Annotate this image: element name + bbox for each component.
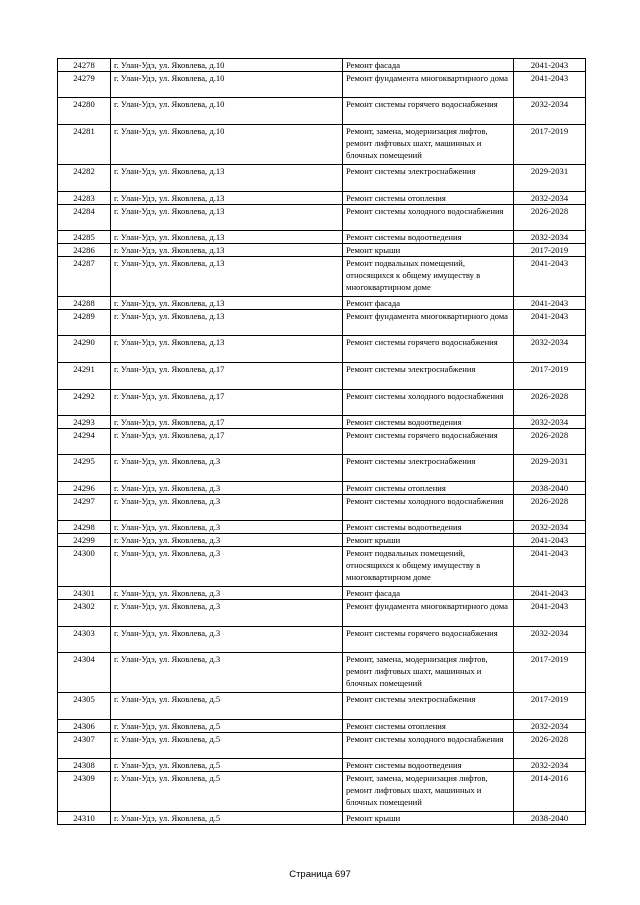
row-number-cell: 24310 [58, 812, 111, 825]
period-cell: 2032-2034 [514, 759, 586, 772]
table-row [58, 587, 586, 600]
address-cell: г. Улан-Удэ, ул. Яковлева, д.13 [111, 336, 343, 363]
row-number-cell: 24283 [58, 192, 111, 205]
work-type-cell: Ремонт системы холодного водоснабжения [343, 390, 514, 416]
row-number-cell: 24305 [58, 693, 111, 720]
period-cell: 2017-2019 [514, 244, 586, 257]
work-type-cell: Ремонт подвальных помещений, относящихся к общему имуществу в многоквартирном доме [343, 547, 514, 587]
table-row [58, 59, 586, 72]
work-type-cell: Ремонт системы электроснабжения [343, 693, 514, 720]
table-row [58, 429, 586, 455]
period-cell: 2038-2040 [514, 812, 586, 825]
period-cell: 2041-2043 [514, 587, 586, 600]
work-type-cell: Ремонт системы горячего водоснабжения [343, 627, 514, 653]
work-type-cell: Ремонт системы электроснабжения [343, 165, 514, 192]
table-row [58, 600, 586, 627]
table-row [58, 521, 586, 534]
table-row [58, 72, 586, 98]
row-number-cell: 24278 [58, 59, 111, 72]
work-type-cell: Ремонт системы водоотведения [343, 416, 514, 429]
row-number-cell: 24287 [58, 257, 111, 297]
address-cell: г. Улан-Удэ, ул. Яковлева, д.13 [111, 244, 343, 257]
table-row [58, 165, 586, 192]
row-number-cell: 24286 [58, 244, 111, 257]
row-number-cell: 24284 [58, 205, 111, 231]
row-number-cell: 24282 [58, 165, 111, 192]
row-number-cell: 24280 [58, 98, 111, 125]
table-row [58, 482, 586, 495]
table-row [58, 336, 586, 363]
work-type-cell: Ремонт системы горячего водоснабжения [343, 336, 514, 363]
period-cell: 2041-2043 [514, 72, 586, 98]
period-cell: 2026-2028 [514, 205, 586, 231]
work-type-cell: Ремонт системы водоотведения [343, 231, 514, 244]
address-cell: г. Улан-Удэ, ул. Яковлева, д.3 [111, 653, 343, 693]
row-number-cell: 24288 [58, 297, 111, 310]
period-cell: 2041-2043 [514, 297, 586, 310]
address-cell: г. Улан-Удэ, ул. Яковлева, д.5 [111, 759, 343, 772]
row-number-cell: 24281 [58, 125, 111, 165]
period-cell: 2029-2031 [514, 455, 586, 482]
works-table-body [58, 59, 586, 825]
table-row [58, 363, 586, 390]
address-cell: г. Улан-Удэ, ул. Яковлева, д.13 [111, 165, 343, 192]
period-cell: 2026-2028 [514, 390, 586, 416]
address-cell: г. Улан-Удэ, ул. Яковлева, д.5 [111, 812, 343, 825]
period-cell: 2026-2028 [514, 429, 586, 455]
address-cell: г. Улан-Удэ, ул. Яковлева, д.3 [111, 521, 343, 534]
address-cell: г. Улан-Удэ, ул. Яковлева, д.3 [111, 587, 343, 600]
work-type-cell: Ремонт системы отопления [343, 192, 514, 205]
row-number-cell: 24279 [58, 72, 111, 98]
period-cell: 2038-2040 [514, 482, 586, 495]
row-number-cell: 24297 [58, 495, 111, 521]
address-cell: г. Улан-Удэ, ул. Яковлева, д.3 [111, 547, 343, 587]
period-cell: 2017-2019 [514, 125, 586, 165]
row-number-cell: 24309 [58, 772, 111, 812]
work-type-cell: Ремонт системы холодного водоснабжения [343, 495, 514, 521]
work-type-cell: Ремонт, замена, модернизация лифтов, ремонт лифтовых шахт, машинных и блочных помещений [343, 125, 514, 165]
address-cell: г. Улан-Удэ, ул. Яковлева, д.17 [111, 429, 343, 455]
work-type-cell: Ремонт системы водоотведения [343, 521, 514, 534]
work-type-cell: Ремонт крыши [343, 812, 514, 825]
address-cell: г. Улан-Удэ, ул. Яковлева, д.3 [111, 495, 343, 521]
row-number-cell: 24293 [58, 416, 111, 429]
period-cell: 2032-2034 [514, 98, 586, 125]
address-cell: г. Улан-Удэ, ул. Яковлева, д.17 [111, 363, 343, 390]
address-cell: г. Улан-Удэ, ул. Яковлева, д.3 [111, 482, 343, 495]
work-type-cell: Ремонт крыши [343, 534, 514, 547]
address-cell: г. Улан-Удэ, ул. Яковлева, д.13 [111, 310, 343, 336]
address-cell: г. Улан-Удэ, ул. Яковлева, д.10 [111, 72, 343, 98]
work-type-cell: Ремонт системы отопления [343, 720, 514, 733]
row-number-cell: 24303 [58, 627, 111, 653]
table-row [58, 547, 586, 587]
address-cell: г. Улан-Удэ, ул. Яковлева, д.13 [111, 192, 343, 205]
table-row [58, 495, 586, 521]
address-cell: г. Улан-Удэ, ул. Яковлева, д.13 [111, 297, 343, 310]
row-number-cell: 24299 [58, 534, 111, 547]
work-type-cell: Ремонт, замена, модернизация лифтов, ремонт лифтовых шахт, машинных и блочных помещений [343, 653, 514, 693]
table-row [58, 205, 586, 231]
row-number-cell: 24296 [58, 482, 111, 495]
period-cell: 2026-2028 [514, 733, 586, 759]
row-number-cell: 24301 [58, 587, 111, 600]
row-number-cell: 24308 [58, 759, 111, 772]
table-row [58, 733, 586, 759]
work-type-cell: Ремонт подвальных помещений, относящихся к общему имуществу в многоквартирном доме [343, 257, 514, 297]
table-row [58, 812, 586, 825]
period-cell: 2017-2019 [514, 653, 586, 693]
row-number-cell: 24304 [58, 653, 111, 693]
work-type-cell: Ремонт фасада [343, 59, 514, 72]
table-row [58, 125, 586, 165]
row-number-cell: 24291 [58, 363, 111, 390]
table-row [58, 772, 586, 812]
table-row [58, 390, 586, 416]
period-cell: 2026-2028 [514, 495, 586, 521]
table-row [58, 297, 586, 310]
address-cell: г. Улан-Удэ, ул. Яковлева, д.5 [111, 733, 343, 759]
period-cell: 2041-2043 [514, 600, 586, 627]
table-row [58, 231, 586, 244]
table-row [58, 759, 586, 772]
period-cell: 2041-2043 [514, 310, 586, 336]
work-type-cell: Ремонт системы отопления [343, 482, 514, 495]
address-cell: г. Улан-Удэ, ул. Яковлева, д.5 [111, 772, 343, 812]
address-cell: г. Улан-Удэ, ул. Яковлева, д.5 [111, 693, 343, 720]
work-type-cell: Ремонт системы горячего водоснабжения [343, 98, 514, 125]
work-type-cell: Ремонт, замена, модернизация лифтов, ремонт лифтовых шахт, машинных и блочных помещений [343, 772, 514, 812]
table-row [58, 693, 586, 720]
table-row [58, 534, 586, 547]
address-cell: г. Улан-Удэ, ул. Яковлева, д.17 [111, 390, 343, 416]
period-cell: 2032-2034 [514, 231, 586, 244]
row-number-cell: 24294 [58, 429, 111, 455]
table-row [58, 416, 586, 429]
period-cell: 2017-2019 [514, 693, 586, 720]
table-row [58, 257, 586, 297]
address-cell: г. Улан-Удэ, ул. Яковлева, д.3 [111, 534, 343, 547]
row-number-cell: 24292 [58, 390, 111, 416]
table-row [58, 720, 586, 733]
work-type-cell: Ремонт системы горячего водоснабжения [343, 429, 514, 455]
period-cell: 2032-2034 [514, 720, 586, 733]
period-cell: 2032-2034 [514, 627, 586, 653]
table-row [58, 192, 586, 205]
address-cell: г. Улан-Удэ, ул. Яковлева, д.10 [111, 98, 343, 125]
row-number-cell: 24285 [58, 231, 111, 244]
work-type-cell: Ремонт фасада [343, 297, 514, 310]
page-number: Страница 697 [289, 869, 351, 880]
period-cell: 2032-2034 [514, 192, 586, 205]
period-cell: 2032-2034 [514, 336, 586, 363]
row-number-cell: 24298 [58, 521, 111, 534]
address-cell: г. Улан-Удэ, ул. Яковлева, д.10 [111, 59, 343, 72]
work-type-cell: Ремонт фундамента многоквартирного дома [343, 310, 514, 336]
period-cell: 2041-2043 [514, 257, 586, 297]
period-cell: 2041-2043 [514, 59, 586, 72]
work-type-cell: Ремонт системы холодного водоснабжения [343, 733, 514, 759]
work-type-cell: Ремонт крыши [343, 244, 514, 257]
row-number-cell: 24290 [58, 336, 111, 363]
work-type-cell: Ремонт фундамента многоквартирного дома [343, 72, 514, 98]
row-number-cell: 24306 [58, 720, 111, 733]
row-number-cell: 24289 [58, 310, 111, 336]
period-cell: 2041-2043 [514, 534, 586, 547]
row-number-cell: 24295 [58, 455, 111, 482]
row-number-cell: 24302 [58, 600, 111, 627]
period-cell: 2041-2043 [514, 547, 586, 587]
address-cell: г. Улан-Удэ, ул. Яковлева, д.13 [111, 257, 343, 297]
address-cell: г. Улан-Удэ, ул. Яковлева, д.3 [111, 627, 343, 653]
period-cell: 2032-2034 [514, 521, 586, 534]
row-number-cell: 24300 [58, 547, 111, 587]
work-type-cell: Ремонт системы холодного водоснабжения [343, 205, 514, 231]
address-cell: г. Улан-Удэ, ул. Яковлева, д.5 [111, 720, 343, 733]
table-row [58, 98, 586, 125]
work-type-cell: Ремонт системы электроснабжения [343, 455, 514, 482]
work-type-cell: Ремонт фасада [343, 587, 514, 600]
period-cell: 2029-2031 [514, 165, 586, 192]
address-cell: г. Улан-Удэ, ул. Яковлева, д.3 [111, 455, 343, 482]
work-type-cell: Ремонт системы водоотведения [343, 759, 514, 772]
table-row [58, 455, 586, 482]
table-row [58, 310, 586, 336]
works-table [57, 58, 586, 825]
address-cell: г. Улан-Удэ, ул. Яковлева, д.13 [111, 205, 343, 231]
work-type-cell: Ремонт системы электроснабжения [343, 363, 514, 390]
address-cell: г. Улан-Удэ, ул. Яковлева, д.3 [111, 600, 343, 627]
table-row [58, 244, 586, 257]
period-cell: 2014-2016 [514, 772, 586, 812]
row-number-cell: 24307 [58, 733, 111, 759]
address-cell: г. Улан-Удэ, ул. Яковлева, д.13 [111, 231, 343, 244]
address-cell: г. Улан-Удэ, ул. Яковлева, д.10 [111, 125, 343, 165]
work-type-cell: Ремонт фундамента многоквартирного дома [343, 600, 514, 627]
period-cell: 2017-2019 [514, 363, 586, 390]
address-cell: г. Улан-Удэ, ул. Яковлева, д.17 [111, 416, 343, 429]
period-cell: 2032-2034 [514, 416, 586, 429]
table-row [58, 653, 586, 693]
table-row [58, 627, 586, 653]
page-footer [0, 869, 640, 880]
